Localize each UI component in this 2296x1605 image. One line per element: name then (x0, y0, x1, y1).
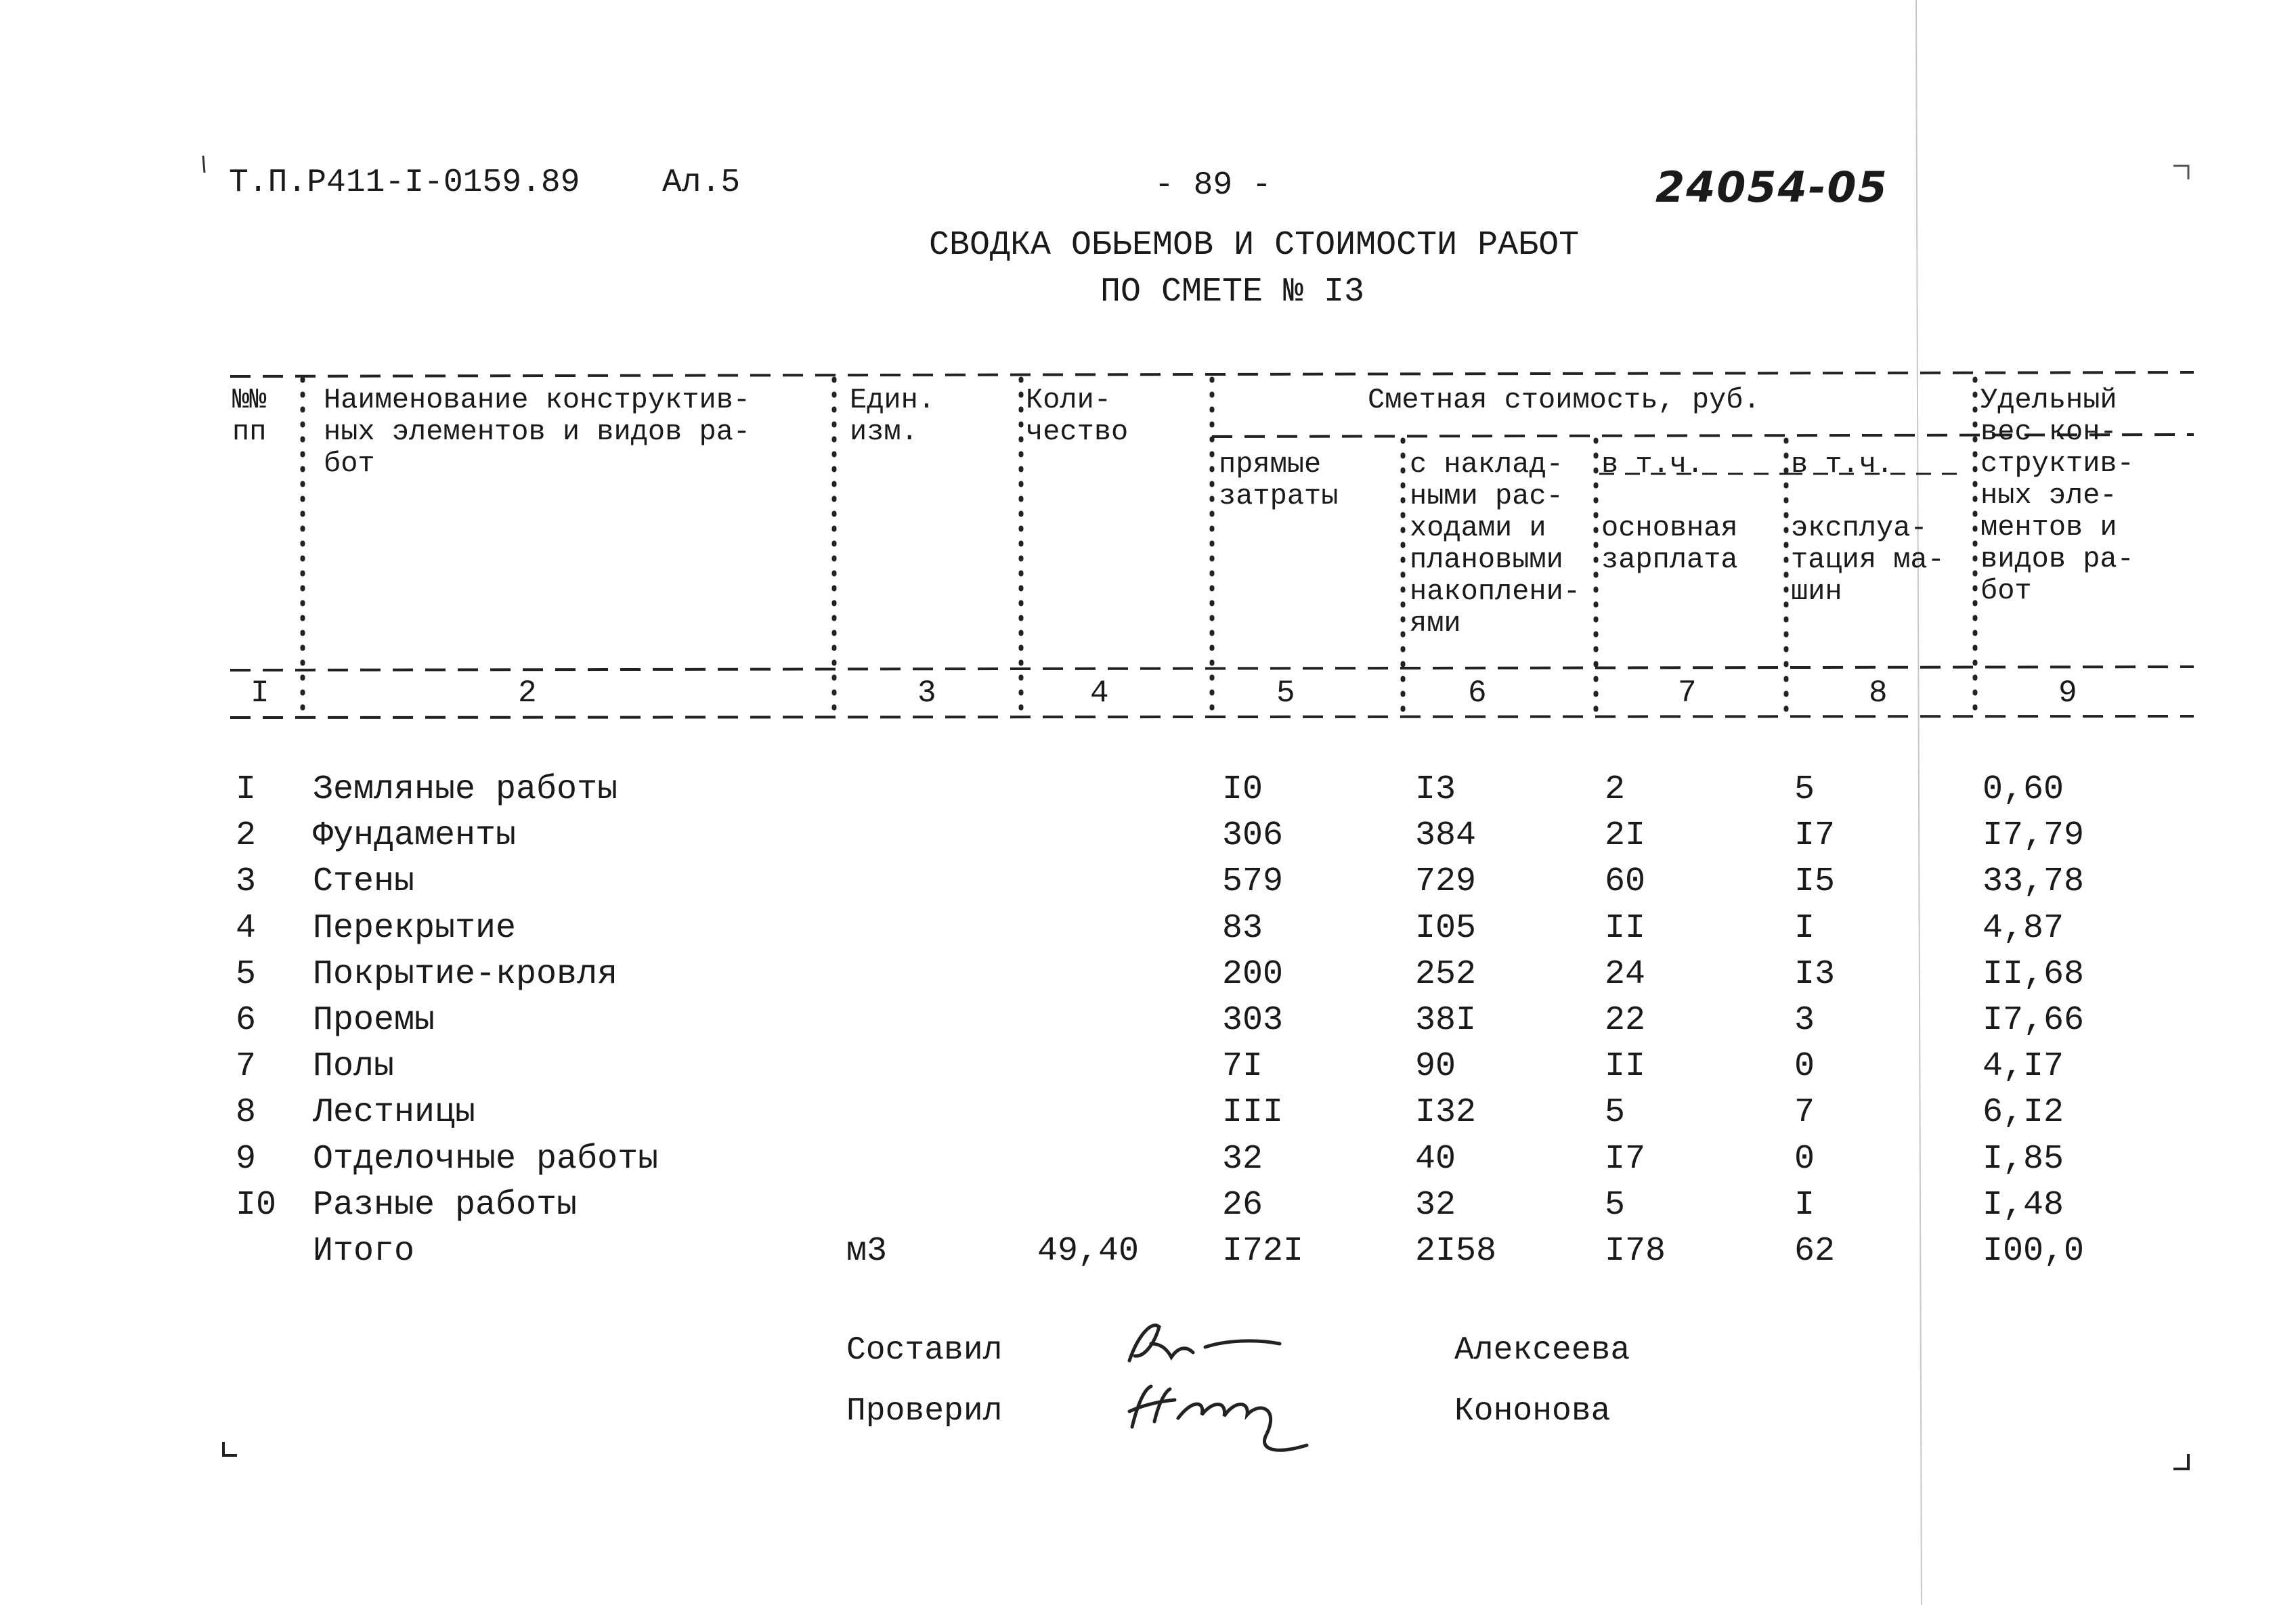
checked-by-name: Кононова (1454, 1393, 1611, 1430)
row-number: 5 (236, 954, 257, 994)
row-share: I7,79 (1983, 816, 2085, 856)
col-header-unit: Един. изм. (850, 384, 936, 448)
row-with-overhead: I3 (1415, 770, 1456, 809)
col-number: 5 (1276, 676, 1295, 711)
row-share: 33,78 (1983, 862, 2085, 902)
inventory-number: 24054-05 (1655, 162, 1888, 212)
row-direct-costs: III (1222, 1093, 1284, 1133)
row-element-name: Фундаменты (313, 816, 517, 856)
row-element-name: Лестницы (313, 1093, 476, 1133)
row-element-name: Разные работы (313, 1185, 578, 1225)
row-share: 4,87 (1983, 908, 2064, 948)
row-element-name: Полы (313, 1047, 395, 1086)
compiled-by-label: Составил (846, 1332, 1003, 1369)
document-code: Т.П.Р411-I-0159.89 (229, 164, 580, 201)
signature-compiled (1129, 1325, 1280, 1361)
row-machine-operation: I7 (1794, 816, 1836, 856)
row-share: I,85 (1983, 1139, 2064, 1179)
row-direct-costs: 303 (1222, 1001, 1284, 1040)
row-machine-operation: 7 (1794, 1093, 1815, 1133)
row-basic-salary: 2I (1605, 816, 1646, 856)
row-number: 2 (236, 816, 257, 856)
row-direct-costs: 200 (1222, 954, 1284, 994)
row-element-name: Проемы (313, 1001, 435, 1040)
row-machine-operation: 0 (1794, 1047, 1815, 1086)
row-quantity: 49,40 (1037, 1232, 1140, 1271)
row-element-name: Покрытие-кровля (313, 954, 618, 994)
col-header-share: Удельный вес кон- структив- ных эле- ментов и видов ра- бот (1980, 384, 2134, 607)
col-header-direct-costs: прямые затраты (1219, 448, 1339, 512)
col-header-machine-operation: в т.ч. эксплуа- тация ма- шин (1791, 448, 1945, 608)
col-number: 7 (1678, 676, 1697, 711)
row-with-overhead: 38I (1415, 1001, 1477, 1040)
col-number: 4 (1090, 676, 1109, 711)
row-basic-salary: 2 (1605, 770, 1626, 809)
row-machine-operation: 62 (1794, 1232, 1836, 1271)
page-number: - 89 - (1154, 167, 1272, 204)
signature-checked (1129, 1386, 1307, 1450)
row-number: 8 (236, 1093, 257, 1133)
col-number: I (251, 676, 269, 711)
checked-by-label: Проверил (846, 1393, 1003, 1430)
row-element-name: Отделочные работы (313, 1139, 659, 1179)
row-element-name: Итого (313, 1232, 415, 1271)
row-with-overhead: I32 (1415, 1093, 1477, 1133)
row-share: 0,60 (1983, 770, 2064, 809)
col-header-basic-salary: в т.ч. основная зарплата (1601, 448, 1738, 576)
row-with-overhead: 2I58 (1415, 1232, 1497, 1271)
col-header-quantity: Коли- чество (1026, 384, 1129, 448)
row-direct-costs: 579 (1222, 862, 1284, 902)
row-basic-salary: II (1605, 1047, 1646, 1086)
row-number: 3 (236, 862, 257, 902)
row-direct-costs: I72I (1222, 1232, 1304, 1271)
col-header-number: №№ пп (232, 384, 267, 448)
row-direct-costs: 26 (1222, 1185, 1263, 1225)
album-number: Ал.5 (662, 164, 741, 201)
row-element-name: Земляные работы (313, 770, 618, 809)
row-basic-salary: 24 (1605, 954, 1646, 994)
row-number: 4 (236, 908, 257, 948)
row-machine-operation: 0 (1794, 1139, 1815, 1179)
row-direct-costs: 7I (1222, 1047, 1263, 1086)
row-basic-salary: II (1605, 908, 1646, 948)
row-direct-costs: 306 (1222, 816, 1284, 856)
row-direct-costs: 83 (1222, 908, 1263, 948)
row-number: 9 (236, 1139, 257, 1179)
row-share: 4,I7 (1983, 1047, 2064, 1086)
row-share: I,48 (1983, 1185, 2064, 1225)
row-share: 6,I2 (1983, 1093, 2064, 1133)
row-element-name: Стены (313, 862, 415, 902)
row-direct-costs: 32 (1222, 1139, 1263, 1179)
row-number: I0 (236, 1185, 277, 1225)
col-number: 6 (1468, 676, 1487, 711)
row-with-overhead: 729 (1415, 862, 1477, 902)
row-machine-operation: 3 (1794, 1001, 1815, 1040)
row-basic-salary: I78 (1605, 1232, 1666, 1271)
row-basic-salary: I7 (1605, 1139, 1646, 1179)
row-with-overhead: 32 (1415, 1185, 1456, 1225)
col-number: 8 (1869, 676, 1888, 711)
col-header-with-overhead: с наклад- ными рас- ходами и плановыми накоплени- ями (1410, 448, 1581, 640)
row-machine-operation: I (1794, 908, 1815, 948)
col-number: 2 (518, 676, 537, 711)
row-share: I00,0 (1983, 1232, 2085, 1271)
col-number: 3 (917, 676, 936, 711)
row-share: I7,66 (1983, 1001, 2085, 1040)
row-unit: м3 (846, 1232, 888, 1271)
row-machine-operation: I (1794, 1185, 1815, 1225)
row-basic-salary: 5 (1605, 1185, 1626, 1225)
row-with-overhead: 384 (1415, 816, 1477, 856)
row-machine-operation: 5 (1794, 770, 1815, 809)
row-with-overhead: I05 (1415, 908, 1477, 948)
row-machine-operation: I3 (1794, 954, 1836, 994)
row-with-overhead: 252 (1415, 954, 1477, 994)
document-title: СВОДКА ОБЬЕМОВ И СТОИМОСТИ РАБОТ (929, 226, 1580, 265)
col-header-name: Наименование конструктив- ных элементов и видов ра- бот (324, 384, 751, 480)
col-header-estimated-cost: Сметная стоимость, руб. (1368, 384, 1760, 416)
row-share: II,68 (1983, 954, 2085, 994)
row-with-overhead: 90 (1415, 1047, 1456, 1086)
col-number: 9 (2058, 676, 2077, 711)
row-basic-salary: 22 (1605, 1001, 1646, 1040)
row-with-overhead: 40 (1415, 1139, 1456, 1179)
row-number: 7 (236, 1047, 257, 1086)
row-basic-salary: 5 (1605, 1093, 1626, 1133)
row-number: 6 (236, 1001, 257, 1040)
row-basic-salary: 60 (1605, 862, 1646, 902)
row-direct-costs: I0 (1222, 770, 1263, 809)
row-element-name: Перекрытие (313, 908, 517, 948)
compiled-by-name: Алексеева (1454, 1332, 1630, 1369)
row-number: I (236, 770, 257, 809)
row-machine-operation: I5 (1794, 862, 1836, 902)
document-subtitle: ПО СМЕТЕ № I3 (1100, 273, 1365, 311)
